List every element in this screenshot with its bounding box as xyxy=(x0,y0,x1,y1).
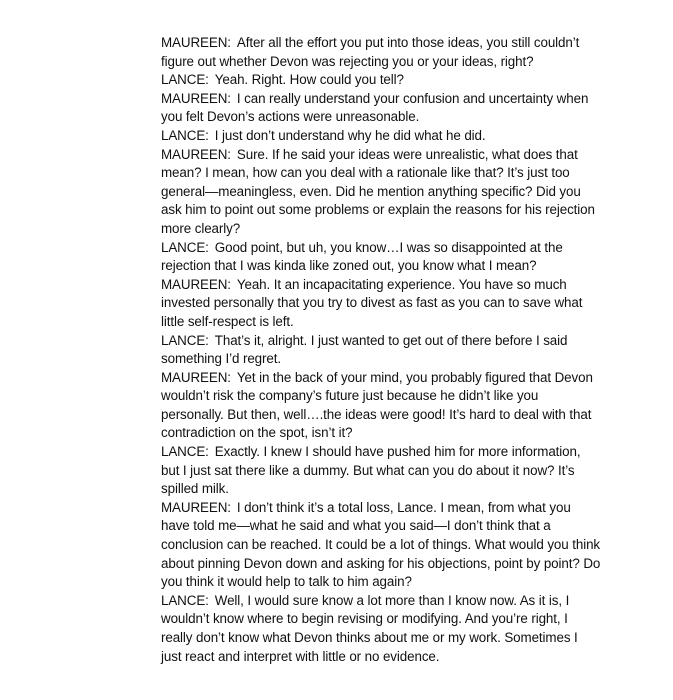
dialogue-transcript xyxy=(161,34,601,666)
speaker-name: MAUREEN : xyxy=(161,91,231,106)
speaker-name: MAUREEN : xyxy=(161,35,231,50)
dialogue-text: Yeah. Right. How could you tell? xyxy=(214,72,404,88)
dialogue-text: Well, I would sure know a lot more than I know now. As it is, I wouldn’t know where to begin revising or modifying. And you’re right, I really don’t know what Devon thinks about me or my work. Sometimes I just react and interpret with little or no evidence. xyxy=(161,592,578,664)
dialogue-line xyxy=(161,276,601,332)
dialogue-text: I just don’t understand why he did what he did. xyxy=(214,127,486,143)
dialogue-text: That’s it, alright. I just wanted to get out of there before I said something I’d regret. xyxy=(161,332,568,367)
dialogue-line xyxy=(161,443,601,499)
dialogue-line xyxy=(161,146,601,239)
speaker-name: LANCE : xyxy=(161,72,209,87)
dialogue-line xyxy=(161,239,601,276)
dialogue-text: After all the effort you put into those ideas, you still couldn’t figure out whether Devon was rejecting you or your ideas, right? xyxy=(161,35,580,69)
dialogue-text: I don’t think it’s a total loss, Lance. I mean, from what you have told me—what he said and what you said—I don’t think that a conclusion can be reached. It could be a lot of things. What would you think about pinning Devon down and asking for his objections, point by point? Do you think it would help to talk to him again? xyxy=(161,499,601,590)
dialogue-line xyxy=(161,71,601,90)
speaker-name: LANCE : xyxy=(161,333,209,348)
dialogue-line xyxy=(161,90,601,127)
dialogue-text: Yet in the back of your mind, you probably figured that Devon wouldn’t risk the company’s future just because he didn’t like you personally. But then, well….the ideas were good! It’s hard to deal with that contradiction on the spot, isn’t it? xyxy=(161,369,593,441)
dialogue-text: Good point, but uh, you know…I was so disappointed at the rejection that I was kinda like zoned out, you know what I mean? xyxy=(161,239,563,274)
dialogue-line xyxy=(161,369,601,443)
dialogue-line xyxy=(161,127,601,146)
speaker-name: MAUREEN : xyxy=(161,500,231,515)
dialogue-line xyxy=(161,34,601,71)
speaker-name: MAUREEN : xyxy=(161,370,231,385)
speaker-name: MAUREEN : xyxy=(161,147,231,162)
speaker-name: LANCE : xyxy=(161,593,209,608)
dialogue-line xyxy=(161,332,601,369)
dialogue-line xyxy=(161,499,601,592)
dialogue-text: Sure. If he said your ideas were unrealistic, what does that mean? I mean, how can you deal with a rationale like that? It’s just too general—meaningless, even. Did he mention anything specific? Did you ask him to point out some problems or explain the reasons for his rejection more clearly? xyxy=(161,146,595,236)
dialogue-text: Yeah. It an incapacitating experience. You have so much invested personally that you try to divest as fast as you can to save what little self-respect is left. xyxy=(161,276,583,329)
speaker-name: LANCE : xyxy=(161,128,209,143)
dialogue-line xyxy=(161,592,601,666)
dialogue-text: Exactly. I knew I should have pushed him for more information, but I just sat there like a dummy. But what can you do about it now? It’s spilled milk. xyxy=(161,444,581,497)
speaker-name: LANCE : xyxy=(161,444,209,459)
dialogue-text: I can really understand your confusion and uncertainty when you felt Devon’s actions were unreasonable. xyxy=(161,90,589,125)
speaker-name: MAUREEN : xyxy=(161,277,231,292)
speaker-name: LANCE : xyxy=(161,240,209,255)
